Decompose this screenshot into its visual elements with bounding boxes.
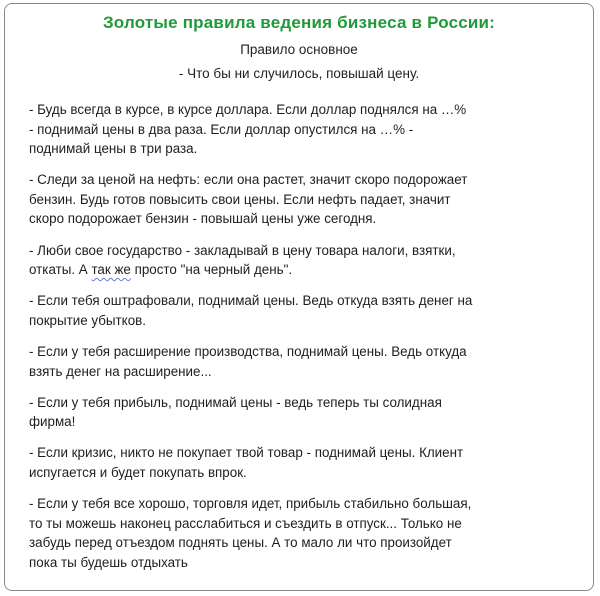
rule-line: забудь перед отъездом поднять цены. А то мало ли что произойдет — [29, 535, 452, 551]
rule-line: - поднимай цены в два раза. Если доллар опустился на …% - — [29, 121, 414, 137]
rule-line: то ты можешь наконец расслабиться и съездить в отпуск... Только не — [29, 515, 462, 531]
rule-4 — [29, 291, 577, 330]
rule-line: поднимай цены в три раза. — [29, 141, 198, 157]
rule-5 — [29, 342, 577, 381]
rule-line: - Если тебя оштрафовали, поднимай цены. Ведь откуда взять денег на — [29, 293, 473, 309]
rule-7 — [29, 443, 577, 482]
rule-8 — [29, 494, 577, 572]
rule-line: испугается и будет покупать впрок. — [29, 464, 247, 480]
rule-line: просто "на черный день". — [130, 262, 293, 278]
document-title: Золотые правила ведения бизнеса в России: — [102, 13, 496, 32]
rule-line: скоро подорожает бензин - повышай цены уже сегодня. — [29, 211, 377, 227]
rule-line: - Если кризис, никто не покупает твой товар - поднимай цены. Клиент — [29, 445, 464, 461]
rule-line: пока ты будешь отдыхать — [29, 554, 188, 570]
rule-3 — [29, 241, 577, 280]
document-subtitle: Правило основное — [240, 42, 358, 57]
rule-6 — [29, 393, 577, 432]
rule-line: покрытие убытков. — [29, 312, 146, 328]
main-rule: - Что бы ни случилось, повышай цену. — [178, 66, 420, 81]
spellcheck-underlined-word: так же — [91, 262, 131, 278]
rule-line: - Если у тебя расширение производства, поднимай цены. Ведь откуда — [29, 343, 467, 359]
rule-1 — [29, 100, 577, 159]
rule-line: - Следи за ценой на нефть: если она растет, значит скоро подорожает — [29, 172, 468, 188]
rule-line: взять денег на расширение... — [29, 363, 212, 379]
rule-line: - Люби свое государство - закладывай в цену товара налоги, взятки, — [29, 242, 456, 258]
rule-line: - Если у тебя все хорошо, торговля идет, прибыль стабильно большая, — [29, 496, 472, 511]
rules-list — [29, 100, 577, 572]
rule-line: фирма! — [29, 414, 76, 430]
rule-2 — [29, 170, 577, 229]
rule-line: откаты. А — [29, 262, 92, 278]
rule-line: - Будь всегда в курсе, в курсе доллара. Если доллар поднялся на …% — [29, 102, 467, 117]
document-card — [4, 3, 594, 591]
rule-line: - Если у тебя прибыль, поднимай цены - ведь теперь ты солидная — [29, 394, 442, 410]
rule-line: бензин. Будь готов повысить свои цены. Если нефть падает, значит — [29, 191, 451, 207]
